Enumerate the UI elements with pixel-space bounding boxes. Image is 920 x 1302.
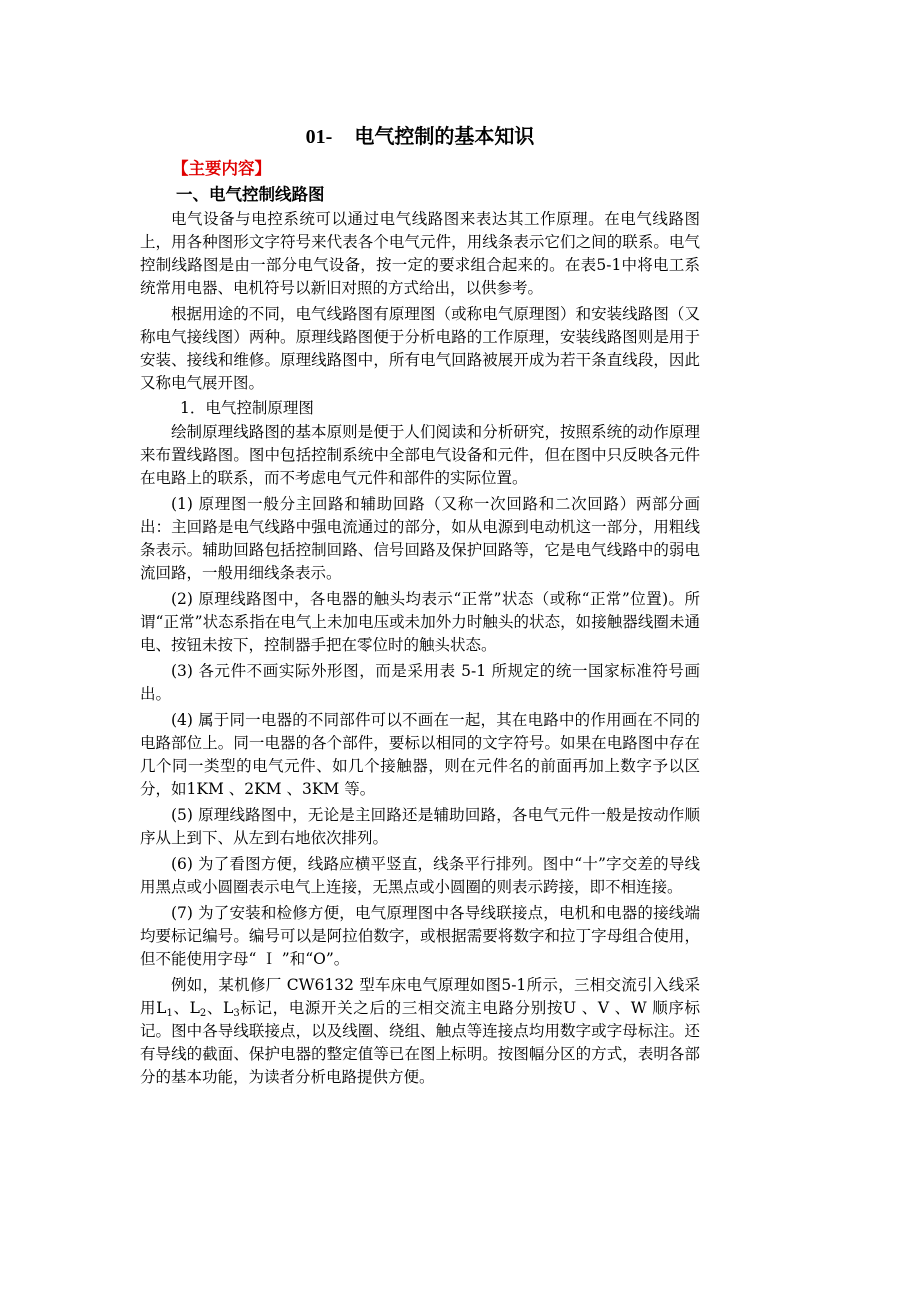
title-number: 01-	[305, 126, 333, 148]
example-text: 、L	[172, 999, 200, 1017]
rule-item: (2) 原理线路图中，各电器的触头均表示“正常”状态（或称“正常”位置)。所谓“正常”状态系指在电气上未加电压或未加外力时触头的状态，如接触器线圈未通电、按钮未按下，控制器手把在零位时的触头状态。	[140, 590, 700, 654]
paragraph: 根据用途的不同，电气线路图有原理图（或称电气原理图）和安装线路图（又称电气接线图）两种。原理线路图便于分析电路的工作原理，安装线路图则是用于安装、接线和维修。原理线路图中，所有电气回路被展开成为若干条直线段，因此又称电气展开图。	[140, 305, 700, 392]
document-title	[140, 118, 700, 155]
section-heading: 一、电气控制线路图	[176, 185, 325, 204]
title-text: 电气控制的基本知识	[354, 124, 535, 148]
subscript: 3	[233, 1008, 240, 1019]
example-paragraph	[140, 974, 700, 1089]
example-text: 标记，电源开关之后的三相交流主电路分别按U 、V 、W 顺序标记。图中各导线联接点，以及线圈、绕组、触点等连接点均用数字或字母标注。还有导线的截面、保护电器的整定值等已在图上标明。按图幅分区的方式，表明各部分的基本功能，为读者分析电路提供方便。	[140, 999, 701, 1086]
rule-item: (1) 原理图一般分主回路和辅助回路（又称一次回路和二次回路）两部分画出：主回路是电气线路中强电流通过的部分，如从电源到电动机这一部分，用粗线条表示。辅助回路包括控制回路、信号回路及保护回路等，它是电气线路中的弱电流回路，一般用细线条表示。	[140, 495, 700, 582]
intro-paragraph: 绘制原理线路图的基本原则是便于人们阅读和分析研究，按照系统的动作原理来布置线路图。图中包括控制系统中全部电气设备和元件，但在图中只反映各元件在电路上的联系，而不考虑电气元件和部件的实际位置。	[140, 423, 700, 487]
paragraph: 电气设备与电控系统可以通过电气线路图来表达其工作原理。在电气线路图上，用各种图形文字符号来代表各个电气元件，用线条表示它们之间的联系。电气控制线路图是由一部分电气设备，按一定的要求组合起来的。在表5-1中将电工系统常用电器、电机符号以新旧对照的方式给出，以供参考。	[140, 210, 700, 297]
main-content-heading: 【主要内容】	[172, 159, 271, 178]
rule-item: (7) 为了安装和检修方便，电气原理图中各导线联接点，电机和电器的接线端均要标记编号。编号可以是阿拉伯数字，或根据需要将数字和拉丁字母组合使用，但不能使用字母“ Ｉ ”和“O”。	[140, 904, 700, 968]
rule-item: (5) 原理线路图中，无论是主回路还是辅助回路，各电气元件一般是按动作顺序从上到下、从左到右地依次排列。	[140, 806, 700, 847]
rule-item: (6) 为了看图方便，线路应横平竖直，线条平行排列。图中“十”字交差的导线用黑点或小圆圈表示电气上连接，无黑点或小圆圈的则表示跨接，即不相连接。	[140, 855, 700, 896]
subsection-heading: 1．电气控制原理图	[180, 399, 314, 417]
example-text: 例如，某机修厂 CW6132 型车床电气原理如图5-1所示，三相交流引入线采用L	[140, 976, 700, 1017]
subscript: 1	[166, 1008, 173, 1019]
rule-item: (3) 各元件不画实际外形图，而是采用表 5-1 所规定的统一国家标准符号画出。	[140, 662, 700, 703]
subscript: 2	[199, 1008, 207, 1019]
example-text: 、L	[206, 999, 234, 1017]
rule-item: (4) 属于同一电器的不同部件可以不画在一起，其在电路中的作用画在不同的电路部位上。同一电器的各个部件，要标以相同的文字符号。如果在电路图中存在几个同一类型的电气元件、如几个接触器，则在元件名的前面再加上数字予以区分，如1KM 、2KM 、3KM 等。	[140, 711, 700, 798]
document-body	[140, 156, 700, 1089]
